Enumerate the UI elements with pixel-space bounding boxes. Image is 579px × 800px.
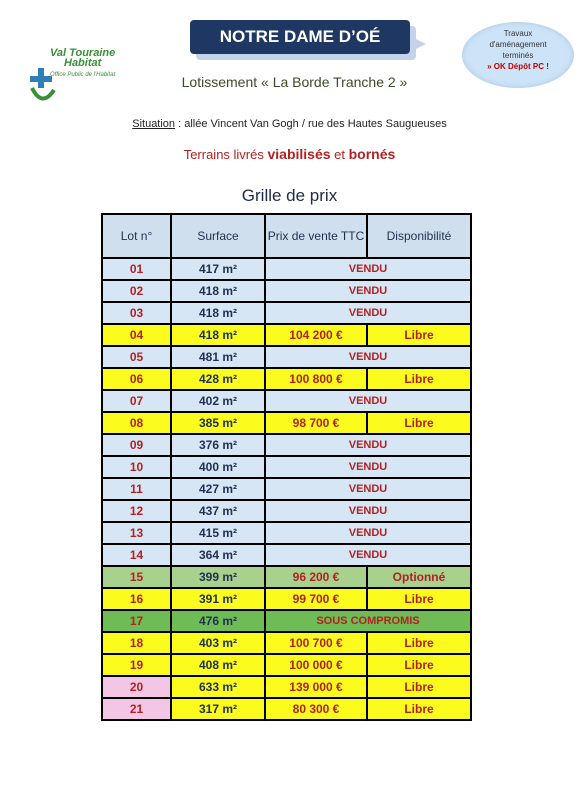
lot-price: 100 700 € [265,632,367,654]
lot-availability: Optionné [367,566,471,588]
table-row [102,412,471,434]
lot-number: 02 [102,280,171,302]
lot-price: 96 200 € [265,566,367,588]
lot-surface: 427 m² [171,478,265,500]
table-row [102,676,471,698]
lot-surface: 317 m² [171,698,265,720]
lot-status: VENDU [265,258,471,280]
lot-price: 98 700 € [265,412,367,434]
lot-number: 13 [102,522,171,544]
lot-availability: Libre [367,588,471,610]
table-row [102,500,471,522]
lot-surface: 418 m² [171,324,265,346]
logo-text [50,48,140,68]
lot-number: 09 [102,434,171,456]
table-row [102,566,471,588]
lot-surface: 417 m² [171,258,265,280]
lot-surface: 376 m² [171,434,265,456]
situation-label: Situation [132,118,176,130]
lot-number: 05 [102,346,171,368]
lot-surface: 391 m² [171,588,265,610]
terrains-w2: bornés [348,146,396,162]
lot-number: 19 [102,654,171,676]
lot-surface: 385 m² [171,412,265,434]
table-row [102,456,471,478]
table-row [102,654,471,676]
badge-line4: » OK Dépôt PC ! [487,62,549,71]
table-row [102,588,471,610]
header-dispo: Disponibilité [367,214,471,258]
banner-arrow [410,36,426,52]
table-row [102,280,471,302]
lot-status: VENDU [265,478,471,500]
lot-status: VENDU [265,544,471,566]
table-row [102,522,471,544]
lot-number: 10 [102,456,171,478]
table-row [102,368,471,390]
lot-price: 99 700 € [265,588,367,610]
table-header-row [102,214,471,258]
terrains-w1: viabilisés [267,146,331,162]
table-row [102,302,471,324]
terrains-prefix: Terrains livrés [183,147,268,162]
lot-number: 14 [102,544,171,566]
situation [0,118,579,130]
lot-status: SOUS COMPROMIS [265,610,471,632]
lot-number: 15 [102,566,171,588]
badge-line1: Travaux [503,29,533,38]
lot-surface: 476 m² [171,610,265,632]
logo-subtitle: Office Public de l'Habitat [50,72,116,78]
lot-status: VENDU [265,390,471,412]
lot-surface: 399 m² [171,566,265,588]
lot-price: 80 300 € [265,698,367,720]
table-row [102,698,471,720]
lot-surface: 481 m² [171,346,265,368]
lot-number: 07 [102,390,171,412]
table-row [102,390,471,412]
terrains-note [0,146,579,162]
badge-line2: d'aménagement [489,40,547,49]
lot-number: 21 [102,698,171,720]
price-table [101,213,472,721]
table-row [102,258,471,280]
page-title: NOTRE DAME D’OÉ [190,20,410,54]
lot-availability: Libre [367,632,471,654]
table-row [102,544,471,566]
table-row [102,346,471,368]
lot-status: VENDU [265,302,471,324]
lot-surface: 418 m² [171,302,265,324]
lot-surface: 402 m² [171,390,265,412]
badge-line3: terminés [502,51,534,60]
lot-number: 08 [102,412,171,434]
lot-price: 104 200 € [265,324,367,346]
lot-availability: Libre [367,324,471,346]
lot-number: 20 [102,676,171,698]
lot-availability: Libre [367,698,471,720]
lot-number: 11 [102,478,171,500]
logo-line1: Val Touraine [50,47,116,59]
lot-availability: Libre [367,368,471,390]
price-grid-title: Grille de prix [241,186,338,205]
header-prix: Prix de vente TTC [265,214,367,258]
lot-availability: Libre [367,654,471,676]
lot-surface: 418 m² [171,280,265,302]
header-lot: Lot n° [102,214,171,258]
lot-status: VENDU [265,346,471,368]
lot-status: VENDU [265,280,471,302]
lot-availability: Libre [367,676,471,698]
lot-price: 100 800 € [265,368,367,390]
situation-text: : allée Vincent Van Gogh / rue des Hautes Saugueuses [175,118,447,130]
lot-number: 16 [102,588,171,610]
logo-line2: Habitat [64,57,102,69]
lot-number: 18 [102,632,171,654]
subdivision-name: Lotissement « La Borde Tranche 2 » [181,74,408,90]
table-row [102,434,471,456]
lot-status: VENDU [265,456,471,478]
lot-surface: 437 m² [171,500,265,522]
lot-surface: 428 m² [171,368,265,390]
lot-surface: 364 m² [171,544,265,566]
lot-surface: 633 m² [171,676,265,698]
lot-status: VENDU [265,434,471,456]
lot-number: 17 [102,610,171,632]
lot-number: 06 [102,368,171,390]
lot-number: 04 [102,324,171,346]
lot-price: 139 000 € [265,676,367,698]
lot-number: 01 [102,258,171,280]
terrains-mid: et [330,147,349,162]
table-row [102,324,471,346]
lot-availability: Libre [367,412,471,434]
lot-number: 03 [102,302,171,324]
lot-surface: 400 m² [171,456,265,478]
table-row [102,610,471,632]
lot-surface: 408 m² [171,654,265,676]
lot-status: VENDU [265,522,471,544]
table-row [102,478,471,500]
header-surface: Surface [171,214,265,258]
lot-surface: 415 m² [171,522,265,544]
table-row [102,632,471,654]
lot-number: 12 [102,500,171,522]
lot-status: VENDU [265,500,471,522]
lot-price: 100 000 € [265,654,367,676]
lot-surface: 403 m² [171,632,265,654]
